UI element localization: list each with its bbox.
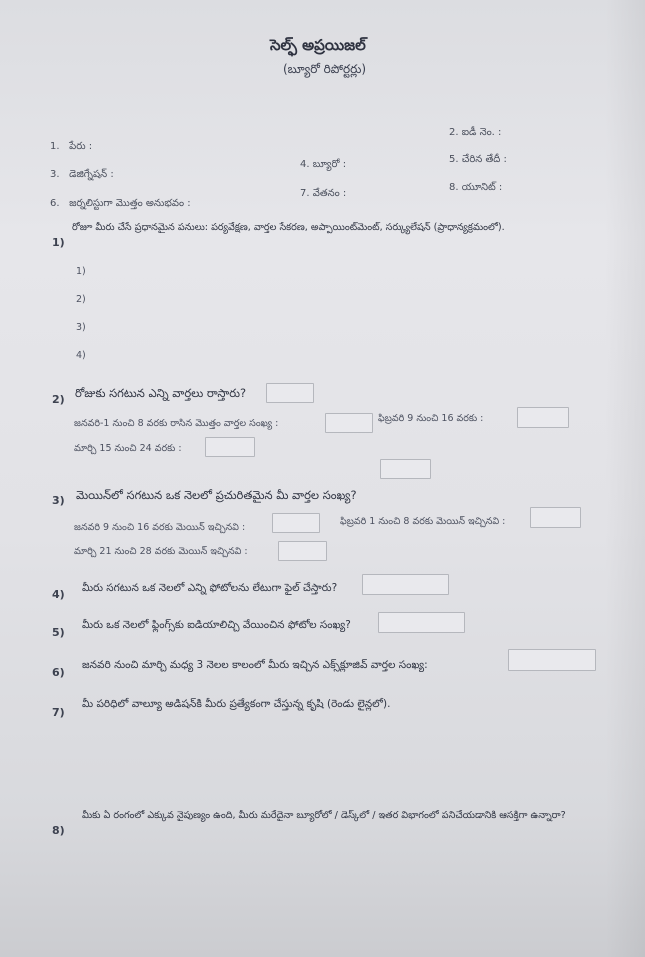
field-designation [50,168,114,182]
q1-item: 4) [76,350,86,361]
field-salary [300,187,346,201]
q2-mar-answer-box[interactable] [205,437,255,457]
page-edge-shadow [605,0,645,957]
q8-number: 8) [52,824,65,837]
field-label: జర్నలిస్టుగా మొత్తం అనుభవం : [69,198,191,209]
q3-feb-answer-box[interactable] [530,507,581,528]
form-subtitle: (బ్యూరో రిపోర్టర్లు) [283,62,367,76]
q3-sub-mar: మార్చి 21 నుంచి 28 వరకు మెయిన్ ఇచ్చినవి : [74,546,248,557]
q7-number: 7) [52,706,65,719]
q6-text: జనవరి నుంచి మార్చి మధ్య 3 నెలల కాలంలో మీరు ఇచ్చిన ఎక్స్‌క్లూజివ్ వార్తల సంఖ్య: [82,659,428,671]
q6-answer-box[interactable] [508,649,596,671]
q3-extra-answer-box[interactable] [380,459,431,479]
field-number: 8. [449,182,459,193]
q3-number: 3) [52,494,65,507]
form-title: సెల్ఫ్ అప్రయిజల్ [270,36,366,54]
field-number: 5. [449,154,459,165]
q3-sub-feb: ఫిబ్రవరి 1 నుంచి 8 వరకు మెయిన్ ఇచ్చినవి : [340,516,506,527]
field-label: బ్యూరో : [312,159,347,170]
field-id-number [449,126,501,140]
field-label: వేతనం : [312,188,347,199]
q1-item: 1) [76,266,86,277]
field-label: పేరు : [69,141,93,152]
field-bureau [300,158,346,172]
field-total-experience [50,197,191,211]
field-number: 4. [300,159,310,170]
q1-number: 1) [52,236,65,249]
field-label: యూనిట్ : [461,182,503,193]
field-label: డెజిగ్నేషన్ : [69,169,114,180]
q4-text: మీరు సగటున ఒక నెలలో ఎన్ని ఫోటోలను లేటుగా ఫైల్ చేస్తారు? [82,582,338,594]
field-unit [449,181,502,195]
q2-number: 2) [52,393,65,406]
q8-text: మీకు ఏ రంగంలో ఎక్కువ నైపుణ్యం ఉంది, మీరు మరేదైనా బ్యూరోలో / డెస్క్‌లో / ఇతర విభాగంలో పనిచేయడానికి ఆసక్తిగా ఉన్నారా? [82,810,566,821]
field-join-date [449,153,507,167]
q1-item: 2) [76,294,86,305]
q4-number: 4) [52,588,65,601]
q7-text: మీ పరిధిలో వాల్యూ అడిషన్‌కి మీరు ప్రత్యేకంగా చేస్తున్న కృషి (రెండు లైన్లలో). [82,698,391,710]
q6-number: 6) [52,666,65,679]
q2-feb-answer-box[interactable] [517,407,569,428]
field-label: చేరిన తేదీ : [461,154,507,165]
field-number: 2. [449,127,459,138]
q2-sub-feb: ఫిబ్రవరి 9 నుంచి 16 వరకు : [378,413,484,424]
q1-text: రోజూ మీరు చేసే ప్రధానమైన పనులు: పర్యవేక్షణ, వార్తల సేకరణ, అప్పాయింట్‌మెంట్, సర్క్యులేషన్ (ప్రాధాన్యక్రమంలో). [72,222,505,233]
q3-jan-answer-box[interactable] [272,513,320,533]
q4-answer-box[interactable] [362,574,449,595]
q3-mar-answer-box[interactable] [278,541,327,561]
q2-answer-box[interactable] [266,383,314,403]
field-number: 6. [50,198,60,209]
q5-text: మీరు ఒక నెలలో ఫ్లింగ్స్‌కు ఐడియాలిచ్చి వేయించిన ఫోటోల సంఖ్య? [82,619,351,631]
field-label: ఐడీ నెం. : [461,127,502,138]
q5-number: 5) [52,626,65,639]
q1-item: 3) [76,322,86,333]
q5-answer-box[interactable] [378,612,465,633]
q2-jan-answer-box[interactable] [325,413,373,433]
q2-sub-jan: జనవరి-1 నుంచి 8 వరకు రాసిన మొత్తం వార్తల సంఖ్య : [74,418,279,429]
q2-sub-mar: మార్చి 15 నుంచి 24 వరకు : [74,443,182,454]
q2-text: రోజుకు సగటున ఎన్ని వార్తలు రాస్తారు? [75,386,247,400]
field-name [50,140,92,154]
q3-sub-jan: జనవరి 9 నుంచి 16 వరకు మెయిన్ ఇచ్చినవి : [74,522,246,533]
field-number: 1. [50,141,60,152]
q3-text: మెయిన్‌లో సగటున ఒక నెలలో ప్రచురితమైన మీ వార్తల సంఖ్య? [76,488,357,502]
field-number: 3. [50,169,60,180]
field-number: 7. [300,188,310,199]
